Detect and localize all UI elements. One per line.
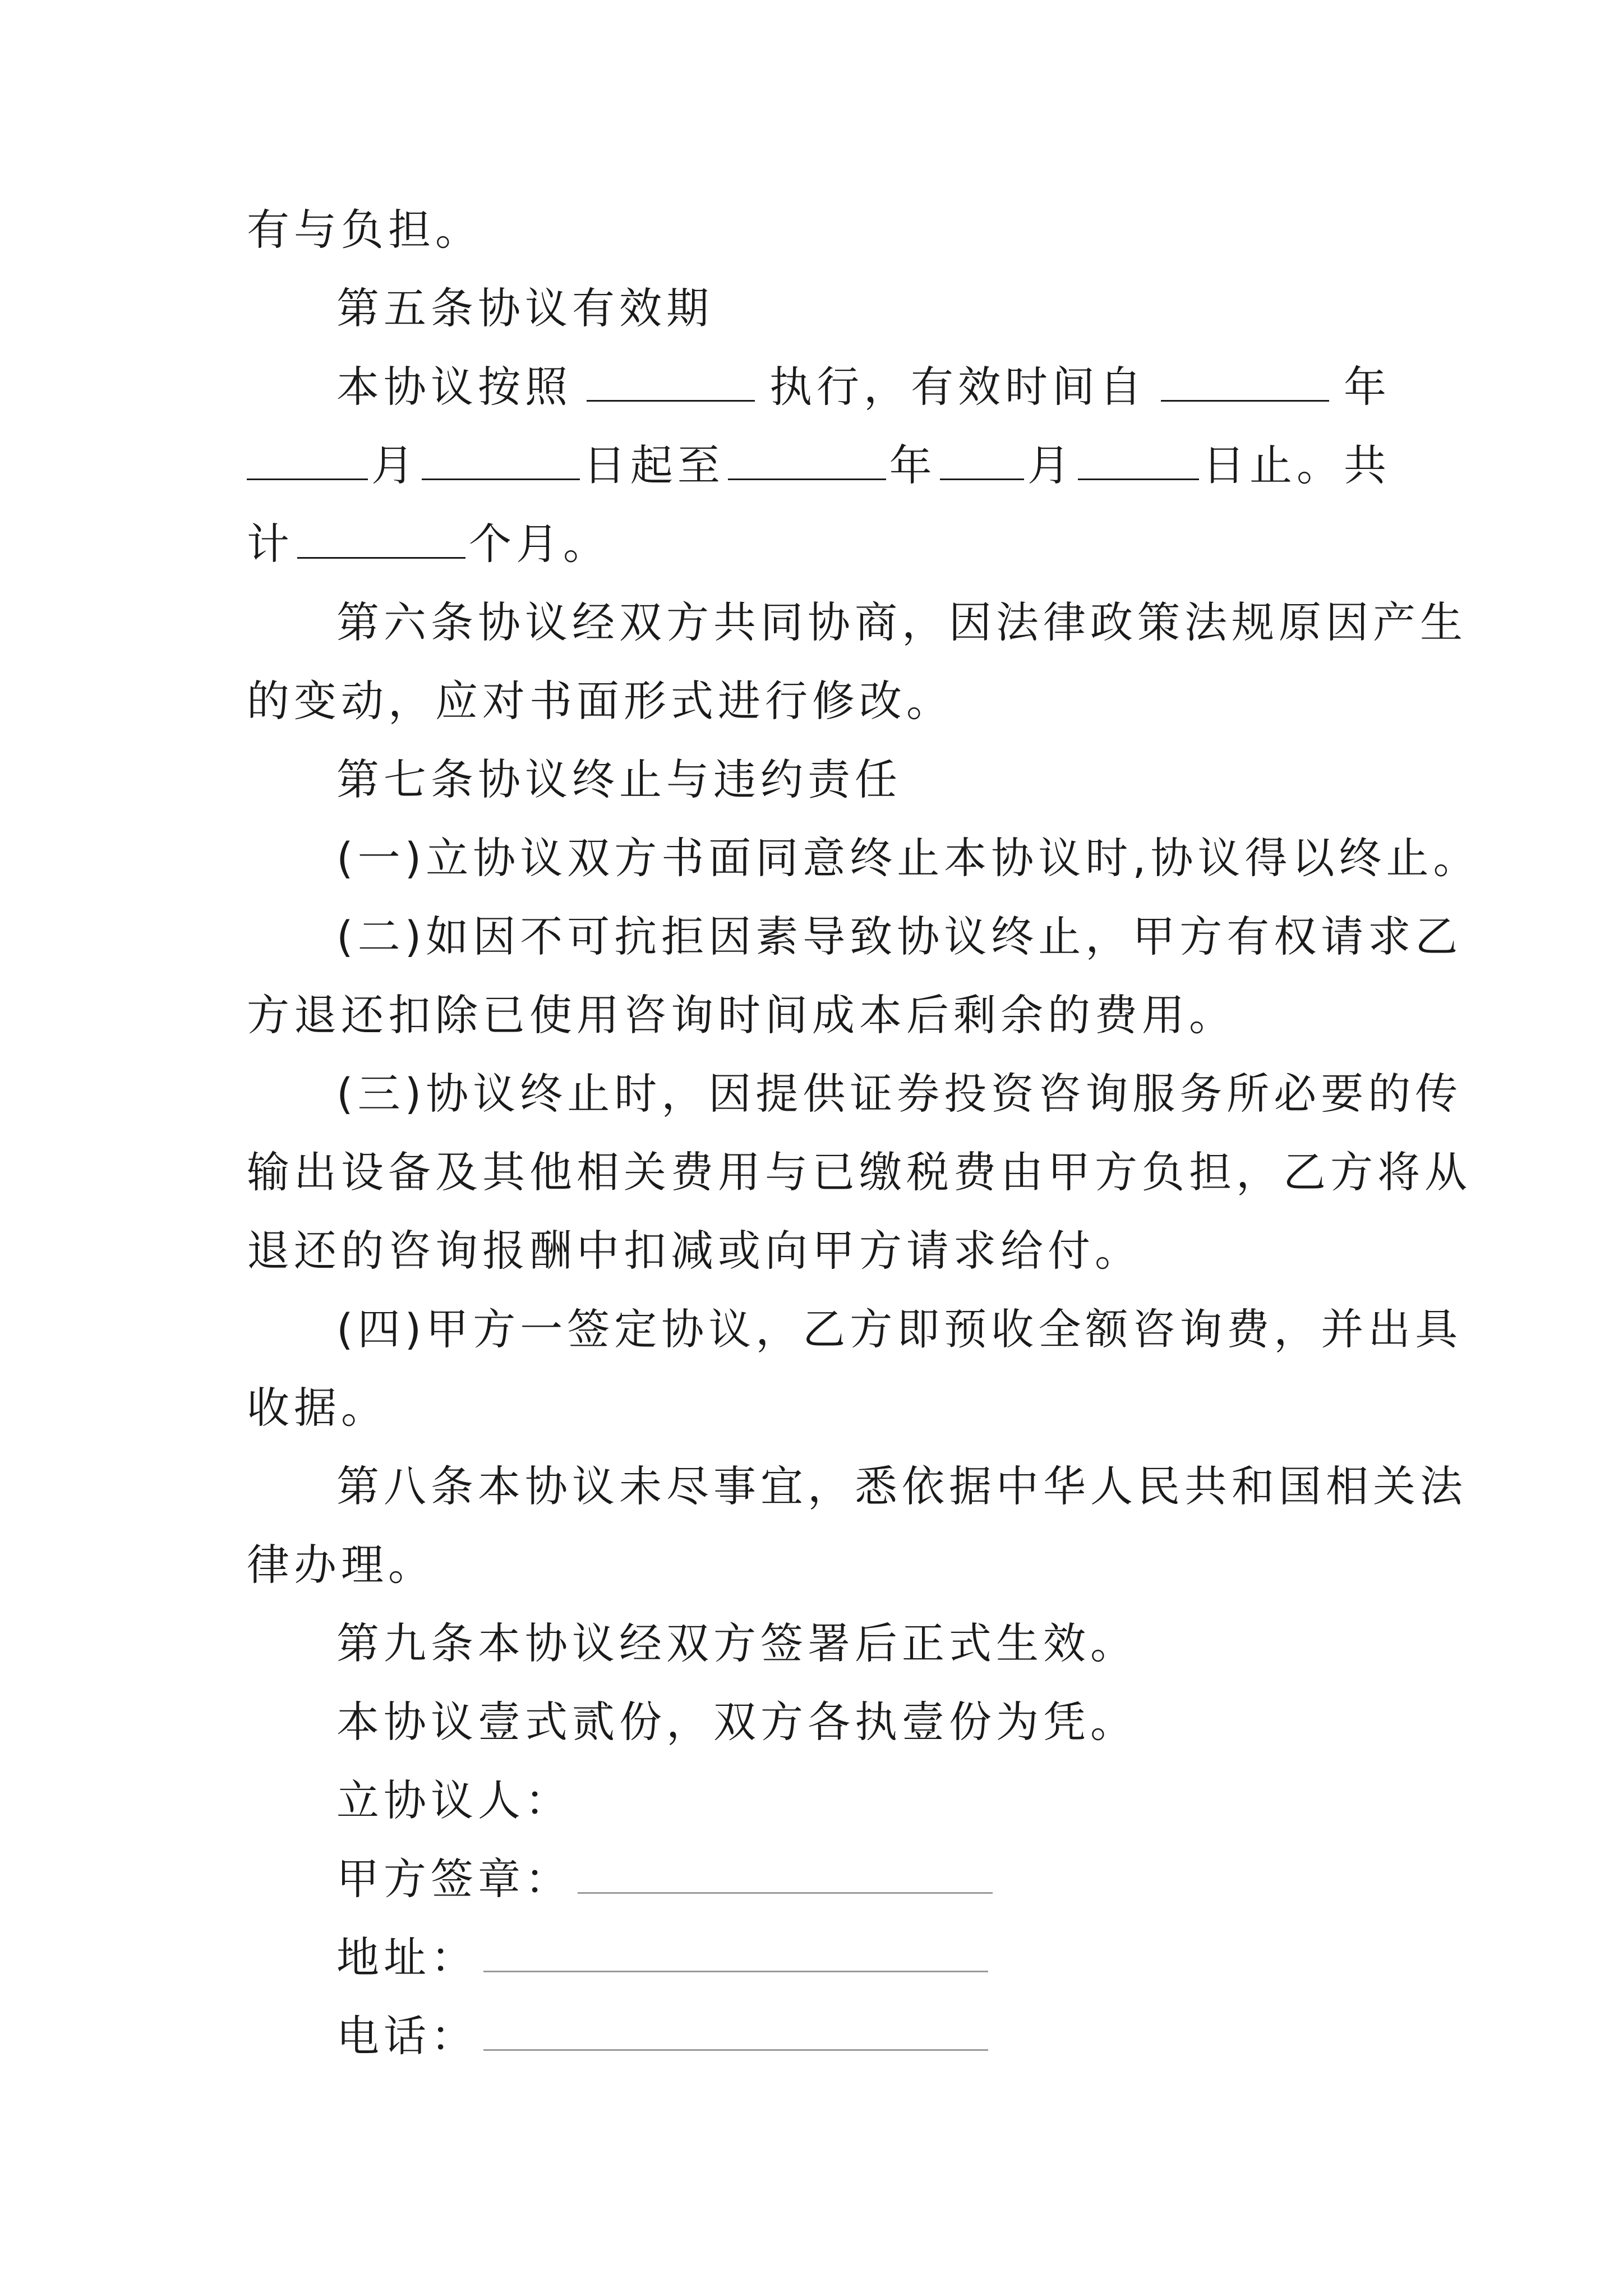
address-row — [247, 1930, 1391, 1986]
document-page — [247, 202, 1481, 2087]
blank-start-month — [247, 439, 368, 480]
article-7-item-3-line-2: 输出设备及其他相关费用与已缴税费由甲方负担，乙方将从 — [247, 1147, 1472, 1197]
article-5-line-1 — [247, 359, 1391, 415]
blank-basis — [587, 361, 755, 402]
blank-end-day — [1078, 439, 1199, 480]
article-7-item-4-line-2: 收据。 — [247, 1383, 388, 1433]
article-7-item-2-line-2: 方退还扣除已使用咨询时间成本后剩余的费用。 — [247, 990, 1236, 1040]
article-5-line-2 — [247, 438, 1391, 494]
party-a-signature-line[interactable] — [578, 1853, 993, 1894]
article-5-text: 个月。 — [469, 519, 610, 569]
article-5-text: 月 — [371, 440, 419, 490]
article-5-text: 月 — [1027, 440, 1075, 490]
article-8-line-1: 第八条本协议未尽事宜，悉依据中华人民共和国相关法 — [336, 1461, 1467, 1511]
article-5-title: 第五条协议有效期 — [336, 283, 713, 333]
article-5-line-3 — [247, 516, 1391, 572]
address-line[interactable] — [483, 1931, 988, 1972]
article-7-title: 第七条协议终止与违约责任 — [336, 754, 902, 804]
article-9: 第九条本协议经双方签署后正式生效。 — [336, 1618, 1137, 1668]
article-7-item-3-line-1: (三)协议终止时，因提供证券投资咨询服务所必要的传 — [336, 1069, 1463, 1119]
article-8-line-2: 律办理。 — [247, 1540, 435, 1590]
blank-start-year — [1161, 361, 1329, 402]
article-7-item-2-line-1: (二)如因不可抗拒因素导致协议终止，甲方有权请求乙 — [336, 912, 1463, 961]
blank-end-year — [728, 439, 886, 480]
article-7-item-1: (一)立协议双方书面同意终止本协议时,协议得以终止。 — [336, 833, 1481, 883]
blank-total-months — [297, 518, 465, 559]
article-5-text: 年 — [889, 440, 937, 490]
signer-label: 立协议人： — [336, 1775, 572, 1825]
blank-start-day — [422, 439, 580, 480]
article-6-line-2: 的变动，应对书面形式进行修改。 — [247, 676, 953, 726]
article-5-text: 日起至 — [583, 440, 725, 490]
party-a-signature-row — [247, 1851, 1391, 1907]
address-label: 地址： — [336, 1932, 478, 1982]
article-5-text: 本协议按照 — [336, 362, 572, 412]
party-a-signature-label: 甲方签章： — [336, 1854, 572, 1904]
article-5-text: 执行，有效时间自 — [769, 362, 1146, 412]
blank-end-month — [940, 439, 1024, 480]
phone-label: 电话： — [336, 2011, 478, 2061]
article-7-item-4-line-1: (四)甲方一签定协议，乙方即预收全额咨询费，并出具 — [336, 1304, 1463, 1354]
phone-row — [247, 2008, 1391, 2064]
phone-line[interactable] — [483, 2010, 988, 2051]
article-5-text: 年 — [1344, 362, 1391, 412]
article-6-line-1: 第六条协议经双方共同协商，因法律政策法规原因产生 — [336, 597, 1467, 647]
article-5-text: 日止。共 — [1202, 440, 1391, 490]
article-7-item-3-line-3: 退还的咨询报酬中扣减或向甲方请求给付。 — [247, 1226, 1142, 1276]
copies-statement: 本协议壹式贰份，双方各执壹份为凭。 — [336, 1697, 1137, 1747]
article-5-text: 计 — [247, 519, 294, 569]
paragraph-continuation: 有与负担。 — [247, 205, 482, 255]
